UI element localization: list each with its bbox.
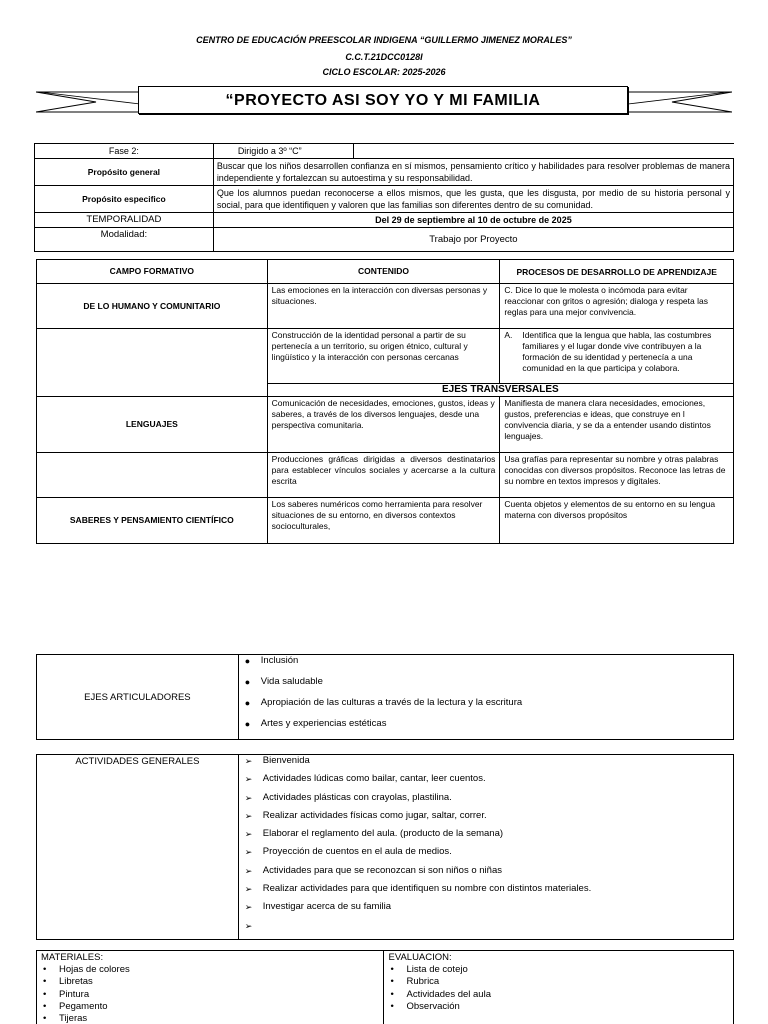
campo-lenguajes: LENGUAJES [37,397,268,453]
list-item: • Tijeras [43,1013,88,1024]
arrow-bullet-icon: ➢ [244,774,253,785]
list-item: ● Inclusión [243,655,729,676]
proceso-5: Cuenta objetos y elementos de su entorno en su lengua materna con diversos propósitos [500,498,734,544]
list-item: • Lista de cotejo [390,964,468,976]
bullet-icon: • [43,988,47,1000]
proceso-2-text: Identifica que la lengua que habla, las costumbres familiares y el lugar donde vive contribuyen a la formación de su identidad y pertenecía a una comunidad en la que participa y colabora. [522,330,712,373]
contenido-5: Los saberes numéricos como herramienta para resolver situaciones de su entorno, en diversos contextos socioculturales, [267,498,500,544]
arrow-bullet-icon: ➢ [244,884,253,895]
header-procesos: PROCESOS DE DESARROLLO DE APRENDIZAJE [500,260,734,284]
bullet-icon: ● [244,677,251,687]
project-title: “PROYECTO ASI SOY YO Y MI FAMILIA [138,86,628,114]
school-cct: C.C.T.21DCC0128I [345,52,423,62]
header-campo: CAMPO FORMATIVO [37,260,268,284]
modalidad-label: Modalidad: [35,228,214,252]
proposito-general-label: Propósito general [35,159,214,186]
list-item: • Hojas de colores [43,964,130,976]
bullet-icon: • [390,964,394,976]
list-item: • Rubrica [390,976,440,988]
proceso-3: Manifiesta de manera clara necesidades, emociones, gustos, preferencias e ideas, que construye en l convivencia diaria, y se da a entender usando distintos lenguajes. [500,397,734,453]
list-item: • Pintura [43,988,90,1000]
actividades-label: ACTIVIDADES GENERALES [37,755,239,940]
bullet-icon: • [43,1013,47,1024]
bullet-icon: • [390,1000,394,1012]
arrow-bullet-icon: ➢ [244,920,253,931]
proposito-general-text: Buscar que los niños desarrollen confianza en sí mismos, pensamiento crítico y habilidades para resolver problemas de manera independiente y fortalezcan su autoestima y su responsabilidad. [213,159,733,186]
actividades-list [243,755,729,938]
bullet-icon: • [43,964,47,976]
list-item [243,920,729,938]
bullet-icon: ● [244,719,251,729]
bullet-icon: ● [244,698,251,708]
list-item: ● Apropiación de las culturas a través de la lectura y la escritura [243,697,729,718]
ejes-articuladores-table [36,654,734,740]
arrow-bullet-icon: ➢ [244,756,253,766]
list-item: ● Vida saludable [243,676,729,697]
list-item: ➢ Realizar actividades para que identifiquen su nombre con distintos materiales. [243,883,729,901]
campo-saberes: SABERES Y PENSAMIENTO CIENTÍFICO [37,498,268,544]
list-item: ➢ Actividades plásticas con crayolas, plastilina. [243,792,729,810]
materiales-evaluacion-table [36,950,734,1024]
actividades-table [36,754,734,940]
modalidad-text: Trabajo por Proyecto [213,228,733,252]
arrow-bullet-icon: ➢ [244,810,253,821]
arrow-bullet-icon: ➢ [244,829,253,840]
bullet-icon: • [390,988,394,1000]
temporalidad-text: Del 29 de septiembre al 10 de octubre de 2025 [213,213,733,228]
campos-table [36,259,734,544]
fase-label: Fase 2: [35,144,214,159]
contenido-2: Construcción de la identidad personal a partir de su pertenecía a un territorio, su origen étnico, cultural y lingüístico y la interacción con personas cercanas [267,329,500,384]
contenido-4: Producciones gráficas dirigidas a diversos destinatarios para establecer vínculos sociales y acercarse a la cultura escrita [267,453,500,498]
list-item: • Actividades del aula [390,988,491,1000]
list-item: ➢ Proyección de cuentos en el aula de medios. [243,846,729,864]
list-item: ➢ Elaborar el reglamento del aula. (producto de la semana) [243,828,729,846]
list-item: ● Artes y experiencias estéticas [243,718,729,739]
materiales-cell [37,951,384,1024]
proceso-1: C. Dice lo que le molesta o incómoda para evitar reaccionar con gritos o agresión; dialoga y respeta las reglas para una mejor convivencia. [500,284,734,329]
ejes-list [243,655,729,739]
list-item: • Observación [390,1000,460,1012]
proposito-especifico-label: Propósito especifico [35,186,214,213]
proceso-2-marker: A. [504,330,513,340]
materiales-label: MATERIALES: [41,952,104,963]
ejes-label: EJES ARTICULADORES [37,655,239,740]
list-item: ➢ Actividades lúdicas como bailar, cantar, leer cuentos. [243,773,729,791]
arrow-bullet-icon: ➢ [244,792,253,803]
ejes-transversales: EJES TRANSVERSALES [267,384,733,397]
title-banner [36,84,732,118]
proceso-2 [504,330,729,374]
bullet-icon: • [390,976,394,988]
bullet-icon: • [43,1000,47,1012]
arrow-bullet-icon: ➢ [244,902,253,913]
evaluacion-label: EVALUACION: [388,952,452,963]
school-name: CENTRO DE EDUCACIÓN PREESCOLAR INDIGENA “GUILLERMO JIMENEZ MORALES” [196,35,572,45]
campo-humano: DE LO HUMANO Y COMUNITARIO [37,284,268,329]
bullet-icon: • [43,976,47,988]
contenido-3: Comunicación de necesidades, emociones, gustos, ideas y saberes, a través de los diversos lenguajes, desde una perspectiva comunitaria. [267,397,500,453]
list-item: ➢ Actividades para que se reconozcan si son niños o niñas [243,865,729,883]
proposito-especifico-text: Que los alumnos puedan reconocerse a ellos mismos, que les gusta, que les disgusta, por medio de su historia personal y social, para que identifiquen y valoren que las familias son diferentes dentro de su comunidad. [213,186,733,213]
arrow-bullet-icon: ➢ [244,865,253,876]
dirigido-label: Dirigido a 3º “C” [213,144,353,159]
temporalidad-label: TEMPORALIDAD [35,213,214,228]
evaluacion-cell [384,951,734,1024]
contenido-1: Las emociones en la interacción con diversas personas y situaciones. [267,284,500,329]
header-contenido: CONTENIDO [267,260,500,284]
project-info-table [34,143,734,252]
proceso-4: Usa grafías para representar su nombre y otras palabras conocidas con diversos propósitos. Reconoce las letras de su nombre en textos impresos y digitales. [500,453,734,498]
bullet-icon: ● [244,656,251,666]
list-item: • Libretas [43,976,93,988]
list-item: • Pegamento [43,1000,108,1012]
list-item: ➢ Investigar acerca de su familia [243,901,729,919]
list-item: ➢ Bienvenida [243,755,729,773]
school-cycle: CICLO ESCOLAR: 2025-2026 [322,67,446,77]
list-item: ➢ Realizar actividades físicas como jugar, saltar, correr. [243,810,729,828]
arrow-bullet-icon: ➢ [244,847,253,858]
